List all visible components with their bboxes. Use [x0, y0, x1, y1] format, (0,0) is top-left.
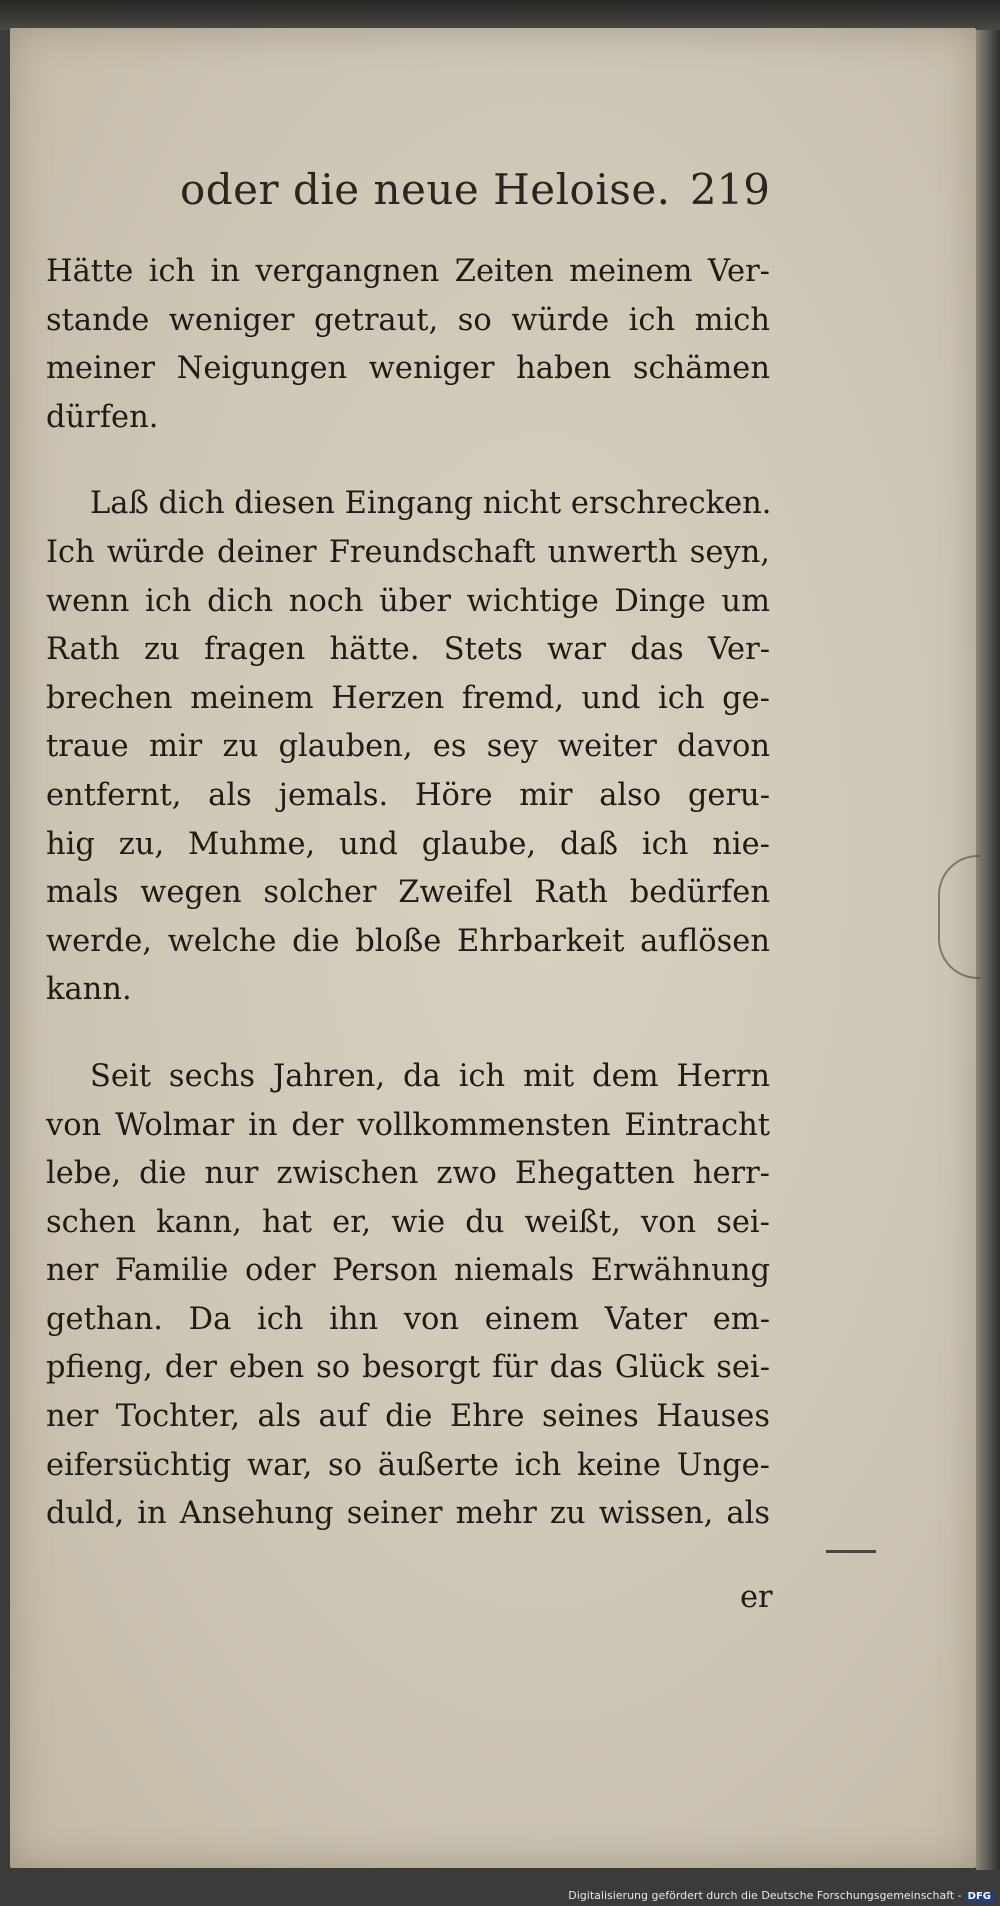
margin-mark [938, 855, 980, 979]
text-line: schen kann, hat er, wie du weißt, von sei- [46, 1204, 770, 1240]
text-line: ner Tochter, als auf die Ehre seines Hauses [46, 1399, 770, 1435]
scan-edge-top [0, 0, 1000, 30]
text-line: Ich würde deiner Freundschaft unwerth seyn, [46, 534, 770, 570]
margin-dash [826, 1550, 876, 1553]
dfg-logo: DFG [965, 1891, 994, 1902]
text-line: von Wolmar in der vollkommensten Eintracht [46, 1107, 770, 1143]
text-line: lebe, die nur zwischen zwo Ehegatten herr- [46, 1156, 770, 1192]
paragraph-1 [46, 248, 770, 442]
paragraph-2 [46, 480, 770, 1015]
text-line: mals wegen solcher Zweifel Rath bedürfen [46, 875, 770, 911]
text-line: dürfen. [46, 399, 159, 435]
text-line: duld, in Ansehung seiner mehr zu wissen, als [46, 1496, 770, 1532]
text-line: meiner Neigungen weniger haben schämen [46, 351, 770, 387]
text-line: traue mir zu glauben, es sey weiter davon [46, 729, 770, 765]
text-line: pfieng, der eben so besorgt für das Glück sei- [46, 1350, 770, 1386]
text-line: hig zu, Muhme, und glaube, daß ich nie- [46, 826, 770, 862]
text-line: entfernt, als jemals. Höre mir also geru- [46, 777, 770, 813]
catchword: er [740, 1580, 773, 1615]
text-line: kann. [46, 972, 132, 1008]
text-line: wenn ich dich noch über wichtige Dinge um [46, 583, 770, 619]
text-line: Rath zu fragen hätte. Stets war das Ver- [46, 632, 770, 668]
text-line: Laß dich diesen Eingang nicht erschrecken. [90, 486, 772, 522]
page-number: 219 [689, 165, 770, 214]
text-line: eifersüchtig war, so äußerte ich keine Unge- [46, 1447, 770, 1483]
text-line: gethan. Da ich ihn von einem Vater em- [46, 1301, 770, 1337]
text-line: werde, welche die bloße Ehrbarkeit auflösen [46, 923, 770, 959]
running-title: oder die neue Heloise. [180, 165, 671, 214]
text-line: Hätte ich in vergangnen Zeiten meinem Ver- [46, 254, 770, 289]
body-text [46, 248, 770, 1539]
page-header [180, 165, 770, 225]
text-line: ner Familie oder Person niemals Erwähnung [46, 1253, 770, 1289]
credit-text: Digitalisierung gefördert durch die Deutsche Forschungsgemeinschaft - [568, 1889, 962, 1902]
digitization-credit [568, 1889, 994, 1902]
text-line: Seit sechs Jahren, da ich mit dem Herrn [90, 1058, 770, 1094]
text-line: brechen meinem Herzen fremd, und ich ge- [46, 680, 770, 716]
paragraph-3 [46, 1053, 770, 1539]
text-line: stande weniger getraut, so würde ich mich [46, 302, 770, 338]
